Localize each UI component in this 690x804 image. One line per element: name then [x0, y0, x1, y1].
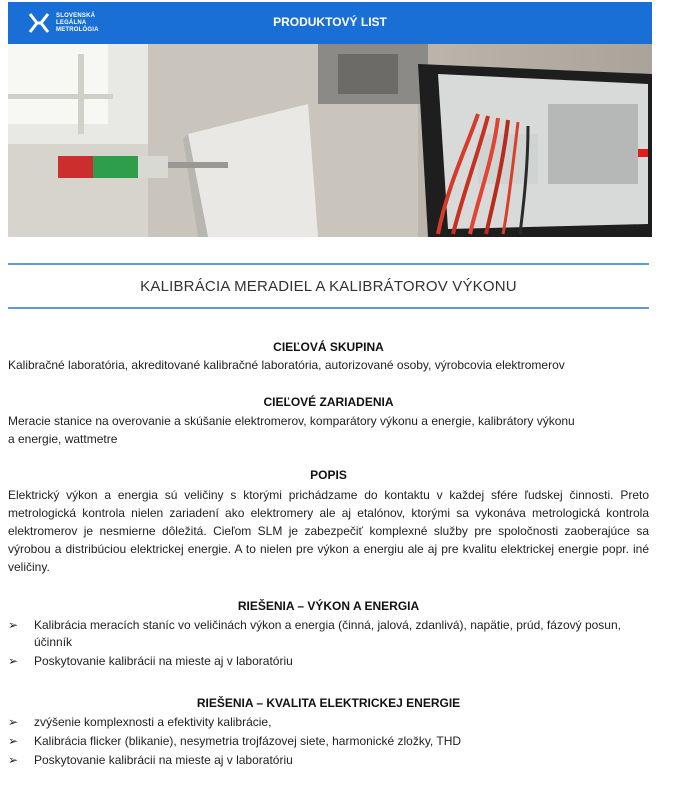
- divider-bottom: [8, 307, 649, 309]
- list-item-text: zvýšenie komplexnosti a efektivity kalibrácie,: [34, 715, 272, 729]
- solutions-power-heading: RIEŠENIA – VÝKON A ENERGIA: [237, 599, 420, 613]
- list-item-text: Kalibrácia meracích staníc vo veličinách výkon a energia (činná, jalová, zdanlivá), napätie, prúd, fázový posun, účinník: [34, 618, 621, 649]
- description-heading: POPIS: [310, 468, 347, 482]
- arrow-bullet-icon: ➢: [8, 618, 19, 632]
- target-devices-line-1: Meracie stanice na overovanie a skúšanie elektromerov, komparátory výkonu a energie, kalibrátory výkonu: [8, 414, 575, 428]
- target-devices-line-2: a energie, wattmetre: [8, 432, 118, 446]
- list-item: [8, 653, 649, 670]
- solutions-quality-list: [8, 714, 649, 771]
- metrology-station-photo: [8, 44, 652, 237]
- list-item: [8, 733, 649, 750]
- list-item: [8, 752, 649, 769]
- arrow-bullet-icon: ➢: [8, 753, 19, 767]
- header-bar: [8, 2, 652, 44]
- divider-top: [8, 263, 649, 265]
- list-item: [8, 714, 649, 731]
- logo-line-1: SLOVENSKÁ: [56, 12, 96, 19]
- list-item-text: Kalibrácia flicker (blikanie), nesymetria trojfázovej siete, harmonické zložky, THD: [34, 734, 462, 748]
- solutions-quality-heading: RIEŠENIA – KVALITA ELEKTRICKEJ ENERGIE: [196, 696, 461, 710]
- description-text: Elektrický výkon a energia sú veličiny s ktorými prichádzame do kontaktu v každej sfére ľudskej činnosti. Preto metrologická kontrola nielen zariadení ako elektromery ale aj etalónov, ktorými sa vykonáva metrologická kontrola elektromerov je nesmierne dôležitá. Cieľom SLM je zabezpečiť komplexné služby pre spoločnosti zaoberajúce sa výrobou a distribúciou elektrickej energie. A to nielen pre výkon a energiu ale aj pre kvalitu elektrickej energie popr. iné veličiny.: [8, 488, 649, 574]
- target-devices-heading: CIEĽOVÉ ZARIADENIA: [263, 395, 394, 409]
- target-group-heading: CIEĽOVÁ SKUPINA: [273, 340, 384, 354]
- list-item-text: Poskytovanie kalibrácii na mieste aj v laboratóriu: [34, 753, 293, 767]
- arrow-bullet-icon: ➢: [8, 715, 19, 729]
- target-group-text: Kalibračné laboratória, akreditované kalibračné laboratória, autorizované osoby, výrobcovia elektromerov: [8, 358, 565, 372]
- photo-illustration: [8, 44, 652, 237]
- arrow-bullet-icon: ➢: [8, 734, 19, 748]
- list-item: [8, 617, 649, 651]
- list-item-text: Poskytovanie kalibrácii na mieste aj v laboratóriu: [34, 654, 293, 668]
- arrow-bullet-icon: ➢: [8, 654, 19, 668]
- logo-line-2: LEGÁLNA: [56, 19, 87, 26]
- logo-line-3: METROLÓGIA: [56, 26, 99, 33]
- header-title: PRODUKTOVÝ LIST: [273, 15, 387, 29]
- solutions-power-list: [8, 617, 649, 672]
- page-title: KALIBRÁCIA MERADIEL A KALIBRÁTOROV VÝKONU: [140, 278, 517, 295]
